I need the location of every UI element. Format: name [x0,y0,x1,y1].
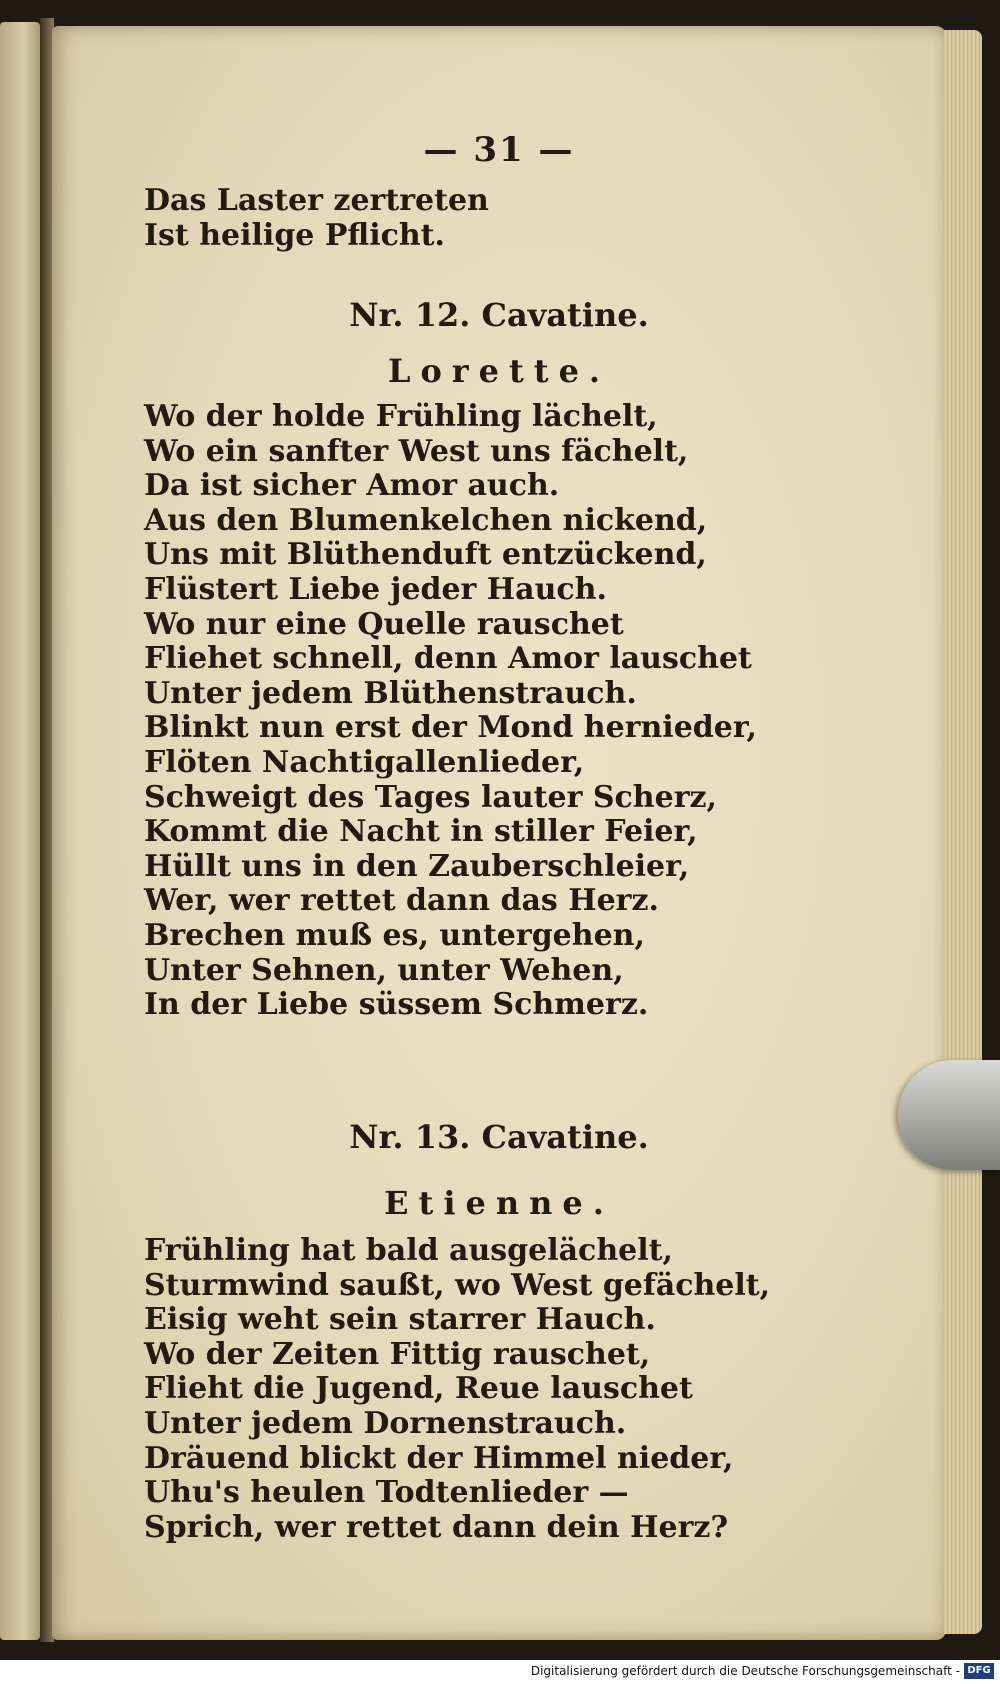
section-13-character-name: Etienne. [384,1184,614,1222]
dfg-logo: DFG [964,1663,994,1679]
verse-line: Wo nur eine Quelle rauschet [144,606,624,642]
verse-line: Aus den Blumenkelchen nickend, [144,502,708,538]
section-13-lyrics [144,1234,770,1545]
verse-line: Das Laster zertreten [144,183,489,218]
section-12-lyrics [144,400,757,1023]
footer-bar [0,1660,1000,1684]
verse-line: Uhu's heulen Todtenlieder — [144,1475,629,1511]
verse-line: Sprich, wer rettet dann dein Herz? [144,1509,729,1545]
verse-line: Flieht die Jugend, Reue lauschet [144,1371,693,1407]
page-block-edge [944,30,982,1634]
page-number: — 31 — [423,130,575,170]
verse-line: Unter Sehnen, unter Wehen, [144,952,624,988]
verse-line: Uns mit Blüthenduft entzückend, [144,537,707,573]
section-12-heading: Nr. 12. Cavatine. [349,296,649,334]
verse-line: Eisig weht sein starrer Hauch. [144,1302,656,1338]
verse-line: Brechen muß es, untergehen, [144,917,645,953]
verse-line: Hüllt uns in den Zauberschleier, [144,848,690,884]
funding-credit: Digitalisierung gefördert durch die Deutsche Forschungsgemeinschaft - [530,1664,960,1678]
verse-line: Blinkt nun erst der Mond hernieder, [144,710,757,746]
left-page-edge [0,22,40,1640]
verse-line: In der Liebe süssem Schmerz. [144,987,649,1023]
verse-line: Wo der Zeiten Fittig rauschet, [144,1336,651,1372]
verse-line: Kommt die Nacht in stiller Feier, [144,814,698,850]
section-12-character-name: Lorette. [387,352,611,390]
verse-line: Schweigt des Tages lauter Scherz, [144,779,717,815]
verse-line: Da ist sicher Amor auch. [144,468,560,504]
verse-line: Flüstert Liebe jeder Hauch. [144,571,607,607]
opening-lines [144,184,489,253]
verse-line: Unter jedem Dornenstrauch. [144,1405,627,1441]
verse-line: Ist heilige Pflicht. [144,217,445,253]
verse-line: Unter jedem Blüthenstrauch. [144,675,637,711]
verse-line: Frühling hat bald ausgelächelt, [144,1233,673,1268]
verse-line: Dräuend blickt der Himmel nieder, [144,1440,734,1476]
verse-line: Flöten Nachtigallenlieder, [144,744,585,780]
verse-line: Sturmwind saußt, wo West gefächelt, [144,1267,771,1303]
verse-line: Fliehet schnell, denn Amor lauschet [144,641,752,677]
verse-line: Wo der holde Frühling lächelt, [144,399,658,434]
section-13-heading: Nr. 13. Cavatine. [349,1118,649,1156]
verse-line: Wo ein sanfter West uns fächelt, [144,433,689,469]
page-content [52,26,946,1640]
verse-line: Wer, wer rettet dann das Herz. [144,883,659,919]
